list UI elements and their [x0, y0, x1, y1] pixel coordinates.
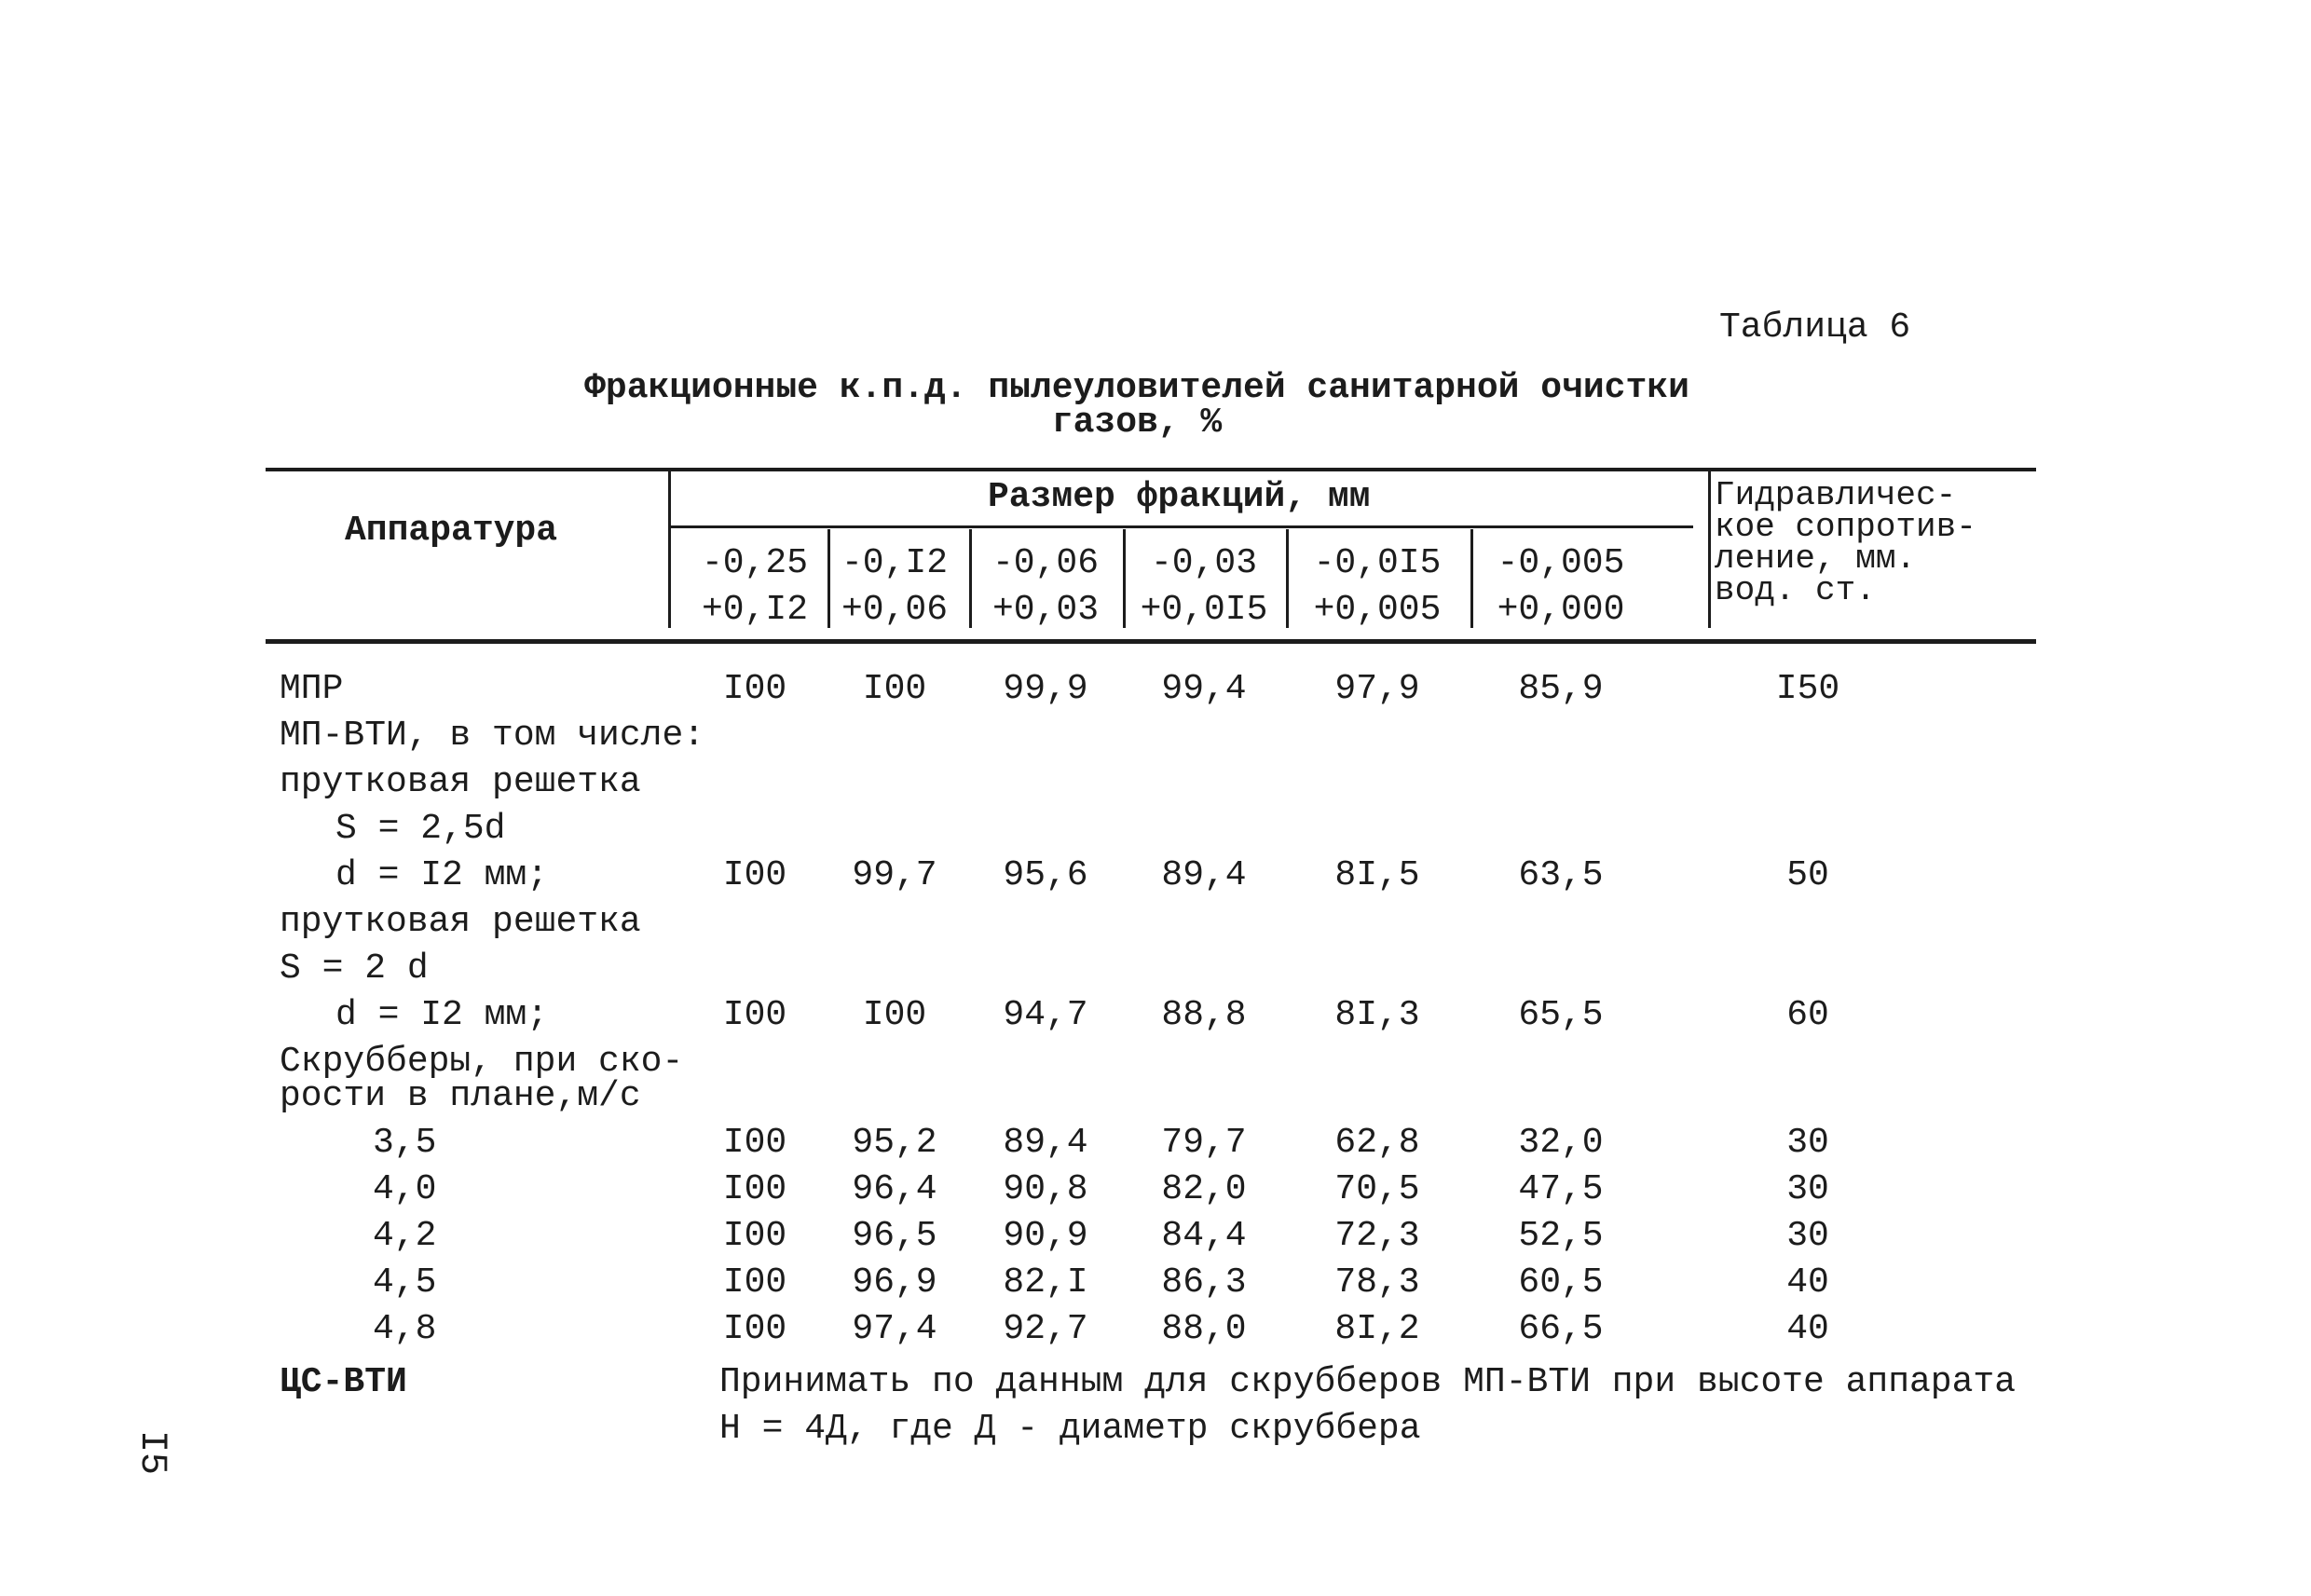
table-cell: 85,9: [1518, 669, 1604, 709]
resistance-cell: 60: [1786, 995, 1829, 1035]
table-cell: 89,4: [1161, 855, 1247, 895]
table-cell: 90,9: [1003, 1216, 1088, 1256]
table-label: Таблица 6: [1719, 307, 1911, 348]
row-label: прутковая решетка: [280, 902, 641, 942]
fraction-divider: [1470, 529, 1473, 628]
table-cell: 94,7: [1003, 995, 1088, 1035]
row-label: 4,5: [373, 1262, 437, 1303]
resistance-cell: 30: [1786, 1216, 1829, 1256]
table-cell: 88,8: [1161, 995, 1247, 1035]
resistance-cell: 50: [1786, 855, 1829, 895]
row-label: d = I2 мм;: [335, 855, 549, 895]
table-cell: 8I,2: [1334, 1309, 1420, 1349]
row-label: прутковая решетка: [280, 762, 641, 802]
table-cell: I00: [722, 1216, 787, 1256]
fraction-header: -0,03 +0,0I5: [1140, 543, 1268, 630]
table-cell: 86,3: [1161, 1262, 1247, 1303]
header-divider-right: [1708, 468, 1711, 628]
resistance-cell: I50: [1775, 669, 1840, 709]
table-cell: 88,0: [1161, 1309, 1247, 1349]
table-cell: 99,4: [1161, 669, 1247, 709]
note-line: Н = 4Д, где Д - диаметр скруббера: [719, 1409, 1421, 1449]
header-resistance: [1715, 476, 1976, 609]
table-cell: 96,4: [852, 1169, 937, 1209]
table-cell: 60,5: [1518, 1262, 1604, 1303]
fraction-divider: [1123, 529, 1126, 628]
table-cell: 65,5: [1518, 995, 1604, 1035]
row-label: 4,2: [373, 1216, 437, 1256]
row-label: 4,8: [373, 1309, 437, 1349]
table-cell: I00: [722, 669, 787, 709]
row-label: МПР: [280, 669, 344, 709]
resistance-cell: 40: [1786, 1262, 1829, 1303]
table-cell: 84,4: [1161, 1216, 1247, 1256]
table-top-rule: [266, 468, 2036, 471]
table-cell: 96,5: [852, 1216, 937, 1256]
table-cell: I00: [722, 1309, 787, 1349]
header-mid-rule: [668, 525, 1693, 528]
table-cell: 8I,5: [1334, 855, 1420, 895]
table-cell: 97,4: [852, 1309, 937, 1349]
fraction-header: -0,005 +0,000: [1497, 543, 1625, 630]
row-label: S = 2,5d: [335, 809, 506, 849]
row-label: 4,0: [373, 1169, 437, 1209]
row-label: S = 2 d: [280, 948, 429, 989]
table-cell: 32,0: [1518, 1123, 1604, 1163]
header-resistance-line: кое сопротив-: [1715, 508, 1976, 546]
table-cell: I00: [722, 1169, 787, 1209]
fraction-divider: [1286, 529, 1289, 628]
table-cell: I00: [722, 1262, 787, 1303]
table-cell: I00: [722, 855, 787, 895]
row-label: Скрубберы, при ско-: [280, 1042, 684, 1082]
header-bottom-rule: [266, 639, 2036, 644]
table-cell: 79,7: [1161, 1123, 1247, 1163]
table-cell: 63,5: [1518, 855, 1604, 895]
table-cell: 96,9: [852, 1262, 937, 1303]
header-resistance-line: вод. ст.: [1715, 571, 1876, 609]
table-cell: 82,0: [1161, 1169, 1247, 1209]
header-divider-left: [668, 468, 671, 628]
table-cell: 90,8: [1003, 1169, 1088, 1209]
header-resistance-line: ление, мм.: [1715, 539, 1917, 578]
row-label: рости в плане,м/с: [280, 1076, 641, 1116]
table-cell: 92,7: [1003, 1309, 1088, 1349]
table-cell: 97,9: [1334, 669, 1420, 709]
fraction-header: -0,I2 +0,06: [841, 543, 949, 630]
table-cell: 95,2: [852, 1123, 937, 1163]
table-cell: 62,8: [1334, 1123, 1420, 1163]
table-cell: 47,5: [1518, 1169, 1604, 1209]
table-cell: 82,I: [1003, 1262, 1088, 1303]
row-label: МП-ВТИ, в том числе:: [280, 716, 705, 756]
table-cell: 72,3: [1334, 1216, 1420, 1256]
row-label: ЦС-ВТИ: [280, 1362, 407, 1402]
row-label: 3,5: [373, 1123, 437, 1163]
header-resistance-line: Гидравличес-: [1715, 476, 1957, 514]
fraction-header: -0,06 +0,03: [991, 543, 1100, 630]
table-cell: 66,5: [1518, 1309, 1604, 1349]
resistance-cell: 40: [1786, 1309, 1829, 1349]
table-cell: 70,5: [1334, 1169, 1420, 1209]
table-cell: 99,9: [1003, 669, 1088, 709]
table-title-line2: газов, %: [1051, 402, 1223, 443]
table-cell: 95,6: [1003, 855, 1088, 895]
note-line: Принимать по данным для скрубберов МП-ВТИ при высоте аппарата: [719, 1362, 2017, 1402]
table-cell: 52,5: [1518, 1216, 1604, 1256]
header-apparatus: Аппаратура: [345, 511, 558, 551]
table-cell: 8I,3: [1334, 995, 1420, 1035]
table-cell: I00: [722, 995, 787, 1035]
table-cell: 89,4: [1003, 1123, 1088, 1163]
table-cell: I00: [722, 1123, 787, 1163]
resistance-cell: 30: [1786, 1169, 1829, 1209]
header-fraction-size: Размер фракций, мм: [988, 477, 1371, 517]
fraction-header: -0,25 +0,I2: [701, 543, 809, 630]
table-cell: 78,3: [1334, 1262, 1420, 1303]
table-cell: 99,7: [852, 855, 937, 895]
resistance-cell: 30: [1786, 1123, 1829, 1163]
table-cell: I00: [862, 669, 927, 709]
table-cell: I00: [862, 995, 927, 1035]
fraction-header: -0,0I5 +0,005: [1313, 543, 1442, 630]
table-title-line1: Фракционные к.п.д. пылеуловителей санитарной очистки: [584, 368, 1689, 408]
page-number: I5: [130, 1430, 172, 1476]
row-label: d = I2 мм;: [335, 995, 549, 1035]
